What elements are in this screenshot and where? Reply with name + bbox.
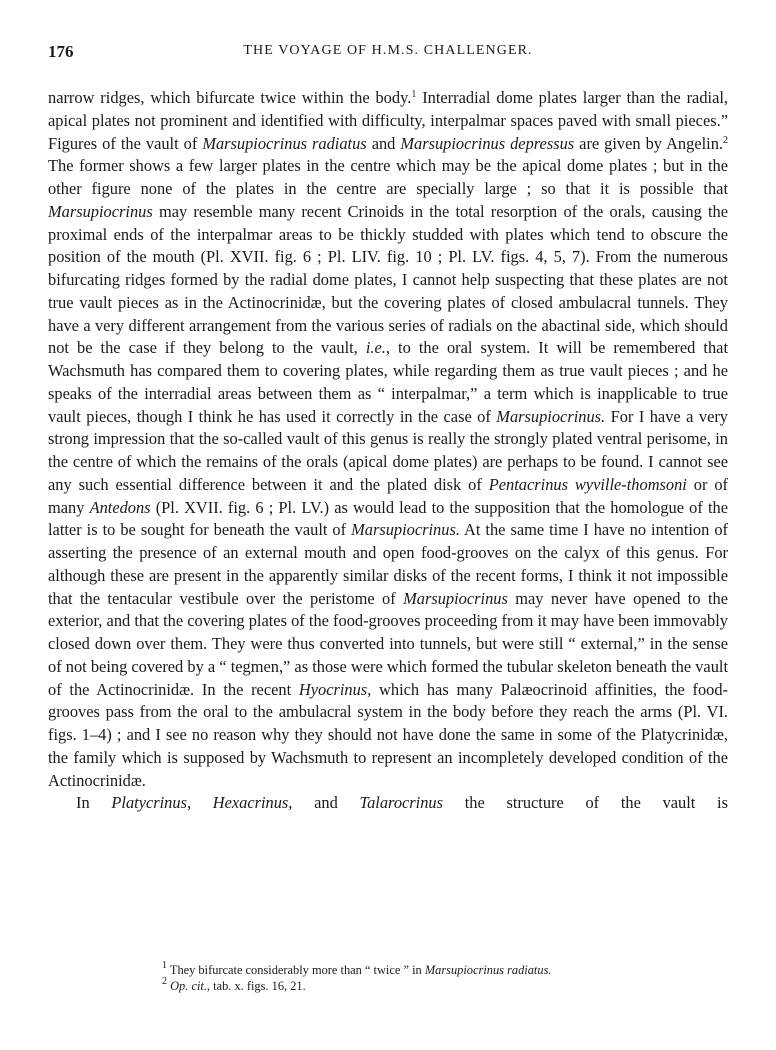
- text-run: may never have opened to the exterior, and that the covering plates of the food-grooves proceeding from it may have been immovably closed down over them. They were thus converted into tunnels, but were still “ external,” in the sense of not being covered by a “ tegmen,” as those were which formed the tubular skeleton beneath the vault of the Actinocrinidæ. In the recent: [48, 588, 728, 699]
- taxon-name: Marsupiocrinus radiatus: [202, 133, 367, 153]
- taxon-name: Marsupiocrinus.: [351, 520, 460, 540]
- page-number: 176: [48, 42, 74, 61]
- taxon-name: Talarocrinus: [359, 793, 443, 813]
- footnote-mark: 2: [162, 975, 167, 987]
- text-run: which has many Palæocrinoid affinities, the food-grooves pass from the oral to the ambulacral system in the body before they reach the arms (Pl. VI. figs. 1–4) ; and I see no reason why they should not have done the same in some of the Platycrinidæ, the family which is supposed by Wachsmuth to represent an incompletely developed condition of the Actinocrinidæ.: [48, 679, 728, 790]
- footnote-1: [162, 960, 682, 979]
- taxon-name: Marsupiocrinus: [403, 588, 508, 608]
- text-run: or of many: [48, 474, 728, 517]
- text-run: the structure of the vault is: [443, 793, 728, 813]
- footnote-text: tab. x. figs. 16, 21.: [210, 978, 306, 993]
- footnote-text: They bifurcate considerably more than “ twice ” in: [167, 963, 425, 977]
- text-run: The former shows a few larger plates in the centre which may be the apical dome plates ; but in the other figure none of the plates in the centre are specially large ; so that it is possible that: [48, 156, 728, 198]
- taxon-name: Antedons: [89, 497, 151, 517]
- taxon-name: Pentacrinus wyville-thomsoni: [488, 474, 687, 494]
- running-title: THE VOYAGE OF H.M.S. CHALLENGER.: [243, 43, 533, 58]
- text-run: (Pl. XVII. fig. 6 ; Pl. LV.) as would lead to the supposition that the homologue of the latter is to be sought for beneath the vault of: [48, 497, 728, 540]
- text-run: are given by Angelin.: [574, 133, 723, 153]
- footnote-mark: 1: [162, 960, 167, 971]
- taxon-name: Marsupiocrinus radiatus.: [424, 963, 552, 977]
- text-run: and: [292, 793, 360, 813]
- taxon-name: Platycrinus, Hexacrinus,: [111, 793, 293, 813]
- taxon-name: Marsupiocrinus: [48, 201, 153, 221]
- text-run: At the same time I have no intention of asserting the presence of an external mouth and open food-grooves on the calyx of this genus. For although these are present in the apparently similar disks of the recent forms, I think it not impossible that the tentacular vestibule over the peristome of: [48, 520, 728, 608]
- footnote-ref-1: 1: [411, 89, 417, 100]
- text-run: may resemble many recent Crinoids in the total resorption of the orals, causing the proximal ends of the interpalmar areas to be thickly studded with plates which tend to obscure the position of the mouth (Pl. XVII. fig. 6 ; Pl. LIV. fig. 10 ; Pl. LV. figs. 4, 5, 7). From the numerous bifurcating ridges formed by the radial dome plates, I cannot help suspecting that these plates are not true vault pieces as in the Actinocrinidæ, but the covering plates of closed ambulacral tunnels. They have a very different arrangement from the various series of radials on the abactinal side, which should not be the case if they belong to the vault,: [48, 201, 728, 358]
- paragraph-1: [48, 87, 728, 792]
- text-run: and: [366, 133, 401, 153]
- footnote-2: [162, 975, 682, 995]
- text-run: Interradial dome plates larger than the radial, apical plates not prominent and identified with difficulty, interpalmar spaces paved with small pieces.” Figures of the vault of: [48, 88, 728, 153]
- footnote-ref-2: 2: [723, 134, 728, 146]
- taxon-name: Hyocrinus,: [298, 679, 372, 699]
- text-run: , to the oral system. It will be remembered that Wachsmuth has compared them to covering plates, while regarding them as true vault pieces ; and he speaks of the interradial areas between them as “ interpalmar,” a term which is inapplicable to true vault pieces, though I think he has used it correctly in the case of: [48, 338, 728, 426]
- paragraph-2: [48, 792, 728, 815]
- abbreviation: i.e.: [365, 338, 386, 358]
- page-header: [0, 42, 776, 66]
- taxon-name: Marsupiocrinus.: [496, 406, 606, 426]
- text-run: For I have a very strong impression that the so-called vault of this genus is really the strongly plated ventral perisome, in the centre of which the remains of the orals (apical dome plates) are perhaps to be found. I cannot see any such essential difference between it and the plated disk of: [48, 406, 728, 494]
- body-text: [48, 87, 728, 815]
- text-run: In: [76, 793, 112, 813]
- taxon-name: Marsupiocrinus depressus: [400, 133, 575, 153]
- citation-abbrev: Op. cit.,: [170, 978, 211, 993]
- footnotes: [162, 960, 682, 994]
- text-run: narrow ridges, which bifurcate twice within the body.: [48, 88, 412, 107]
